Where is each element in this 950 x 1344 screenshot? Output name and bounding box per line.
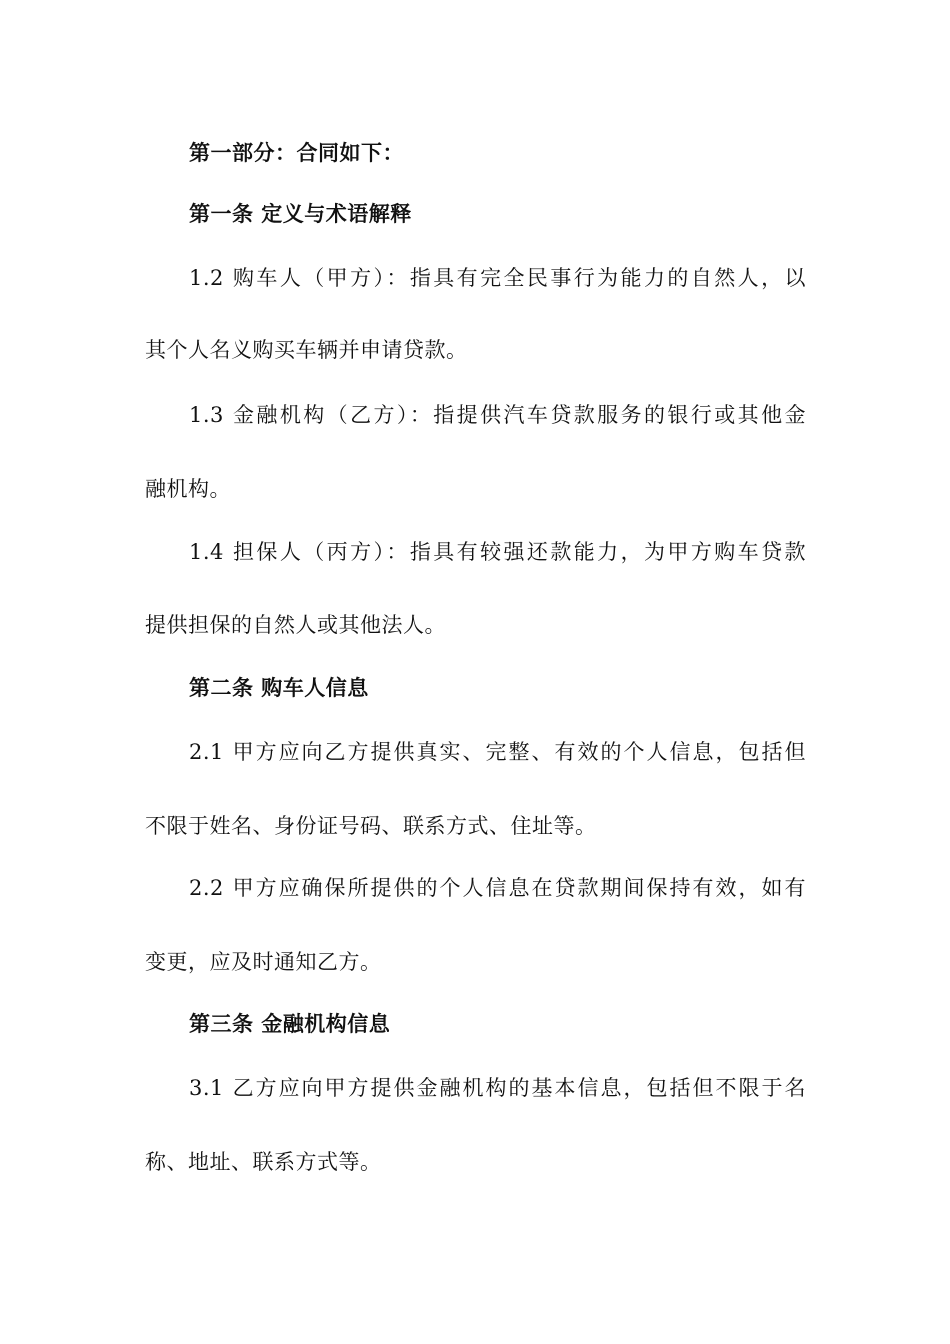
clause-1-4-line-2: 提供担保的自然人或其他法人。	[145, 613, 446, 637]
clause-2-1-line-1: 2.1 甲方应向乙方提供真实、完整、有效的个人信息，包括但	[189, 740, 806, 764]
article-2-heading: 第二条 购车人信息	[189, 676, 369, 700]
clause-3-1-line-2: 称、地址、联系方式等。	[145, 1150, 382, 1174]
clause-3-1-line-1: 3.1 乙方应向甲方提供金融机构的基本信息，包括但不限于名	[189, 1076, 806, 1100]
clause-1-2-line-2: 其个人名义购买车辆并申请贷款。	[145, 338, 468, 362]
clause-1-4-line-1: 1.4 担保人（丙方）：指具有较强还款能力，为甲方购车贷款	[189, 540, 806, 564]
article-1-heading: 第一条 定义与术语解释	[189, 202, 412, 226]
clause-1-2-line-1: 1.2 购车人（甲方）：指具有完全民事行为能力的自然人，以	[189, 266, 806, 290]
clause-2-2-line-1: 2.2 甲方应确保所提供的个人信息在贷款期间保持有效，如有	[189, 876, 806, 900]
clause-2-2-line-2: 变更，应及时通知乙方。	[145, 950, 382, 974]
part-heading: 第一部分：合同如下：	[189, 141, 404, 165]
article-3-heading: 第三条 金融机构信息	[189, 1012, 391, 1036]
clause-1-3-line-2: 融机构。	[145, 477, 231, 501]
clause-1-3-line-1: 1.3 金融机构（乙方）：指提供汽车贷款服务的银行或其他金	[189, 403, 806, 427]
clause-2-1-line-2: 不限于姓名、身份证号码、联系方式、住址等。	[145, 814, 597, 838]
